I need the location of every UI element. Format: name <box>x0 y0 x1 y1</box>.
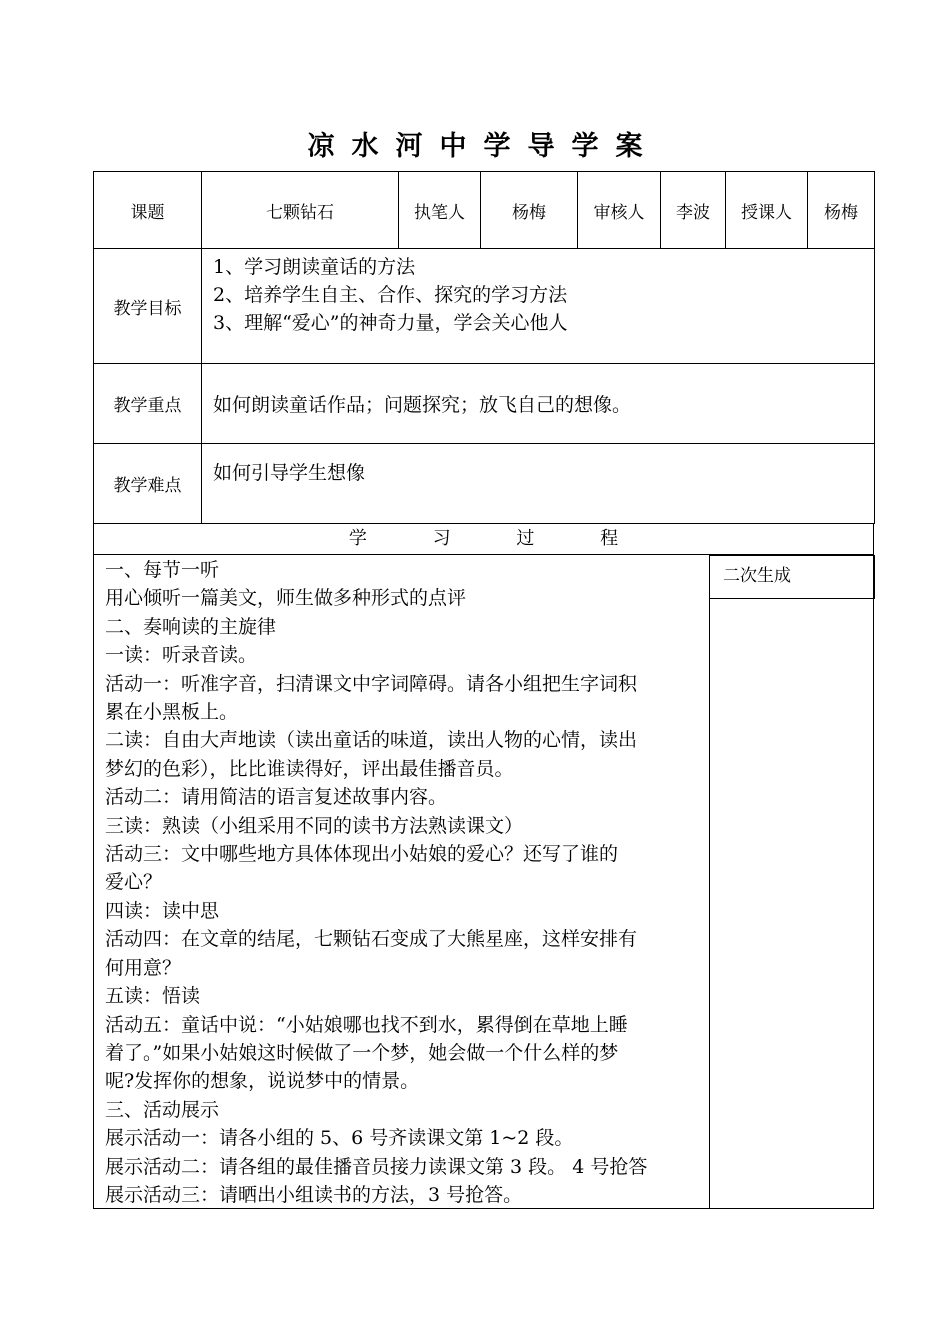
process-line: 爱心？ <box>105 871 163 894</box>
difficulties-value: 如何引导学生想像 <box>202 444 875 524</box>
key-points-value: 如何朗读童话作品；问题探究；放飞自己的想像。 <box>202 364 875 444</box>
reviewer-label: 审核人 <box>578 172 661 249</box>
process-line: 活动五：童话中说：“小姑娘哪也找不到水，累得倒在草地上睡 <box>105 1013 628 1036</box>
reviewer-value: 李波 <box>661 172 726 249</box>
process-section <box>93 555 874 1209</box>
process-line: 活动一：听准字音，扫清课文中字词障碍。请各小组把生字词积 <box>105 672 638 695</box>
teacher-label: 授课人 <box>726 172 808 249</box>
process-line: 一、每节一听 <box>105 559 220 581</box>
secondary-generation-header: 二次生成 <box>710 555 875 599</box>
objective-item: 2、培养学生自主、合作、探究的学习方法 <box>213 284 568 306</box>
process-heading-char: 习 <box>432 528 451 549</box>
process-heading-char: 程 <box>600 528 619 549</box>
process-line: 三读：熟读（小组采用不同的读书方法熟读课文） <box>105 814 524 837</box>
process-line: 二、奏响读的主旋律 <box>105 615 277 638</box>
process-heading-char: 过 <box>516 528 535 549</box>
process-heading-char: 学 <box>348 528 367 549</box>
process-line: 二读：自由大声地读（读出童话的味道，读出人物的心情，读出 <box>105 729 638 752</box>
process-line: 呢?发挥你的想象，说说梦中的情景。 <box>105 1070 420 1093</box>
process-heading <box>93 523 874 555</box>
process-line: 活动三：文中哪些地方具体体现出小姑娘的爱心？还写了谁的 <box>105 843 619 866</box>
process-line: 活动二：请用简洁的语言复述故事内容。 <box>105 786 448 809</box>
objective-item: 3、理解“爱心”的神奇力量，学会关心他人 <box>213 312 568 334</box>
author-value: 杨梅 <box>481 172 578 249</box>
author-label: 执笔人 <box>399 172 481 249</box>
course-value: 七颗钻石 <box>202 172 399 249</box>
process-line: 五读：悟读 <box>105 985 201 1008</box>
process-line: 四读：读中思 <box>105 899 220 922</box>
process-line: 累在小黑板上。 <box>105 701 239 724</box>
teacher-value: 杨梅 <box>808 172 875 249</box>
process-content <box>94 555 710 1208</box>
objective-item: 1、学习朗读童话的方法 <box>213 256 416 278</box>
info-table <box>93 171 874 524</box>
process-line: 三、活动展示 <box>105 1098 220 1121</box>
process-line: 展示活动三：请晒出小组读书的方法，3 号抢答。 <box>105 1183 523 1206</box>
page-title: 凉水河中学导学案 <box>307 131 660 162</box>
process-line: 活动四：在文章的结尾，七颗钻石变成了大熊星座，这样安排有 <box>105 928 638 951</box>
objectives-list <box>202 249 875 364</box>
process-line: 何用意？ <box>105 956 182 979</box>
difficulties-label: 教学难点 <box>94 444 202 524</box>
course-label: 课题 <box>94 172 202 249</box>
process-line: 梦幻的色彩），比比谁读得好，评出最佳播音员。 <box>105 757 514 780</box>
process-line: 用心倾听一篇美文，师生做多种形式的点评 <box>105 587 467 610</box>
process-line: 一读：听录音读。 <box>105 644 258 667</box>
key-points-label: 教学重点 <box>94 364 202 444</box>
process-line: 展示活动二：请各组的最佳播音员接力读课文第 3 段。 4 号抢答 <box>105 1155 648 1178</box>
objectives-label: 教学目标 <box>94 249 202 364</box>
process-line: 着了。”如果小姑娘这时候做了一个梦，她会做一个什么样的梦 <box>105 1041 619 1064</box>
process-line: 展示活动一：请各小组的 5、6 号齐读课文第 1~2 段。 <box>105 1127 574 1150</box>
